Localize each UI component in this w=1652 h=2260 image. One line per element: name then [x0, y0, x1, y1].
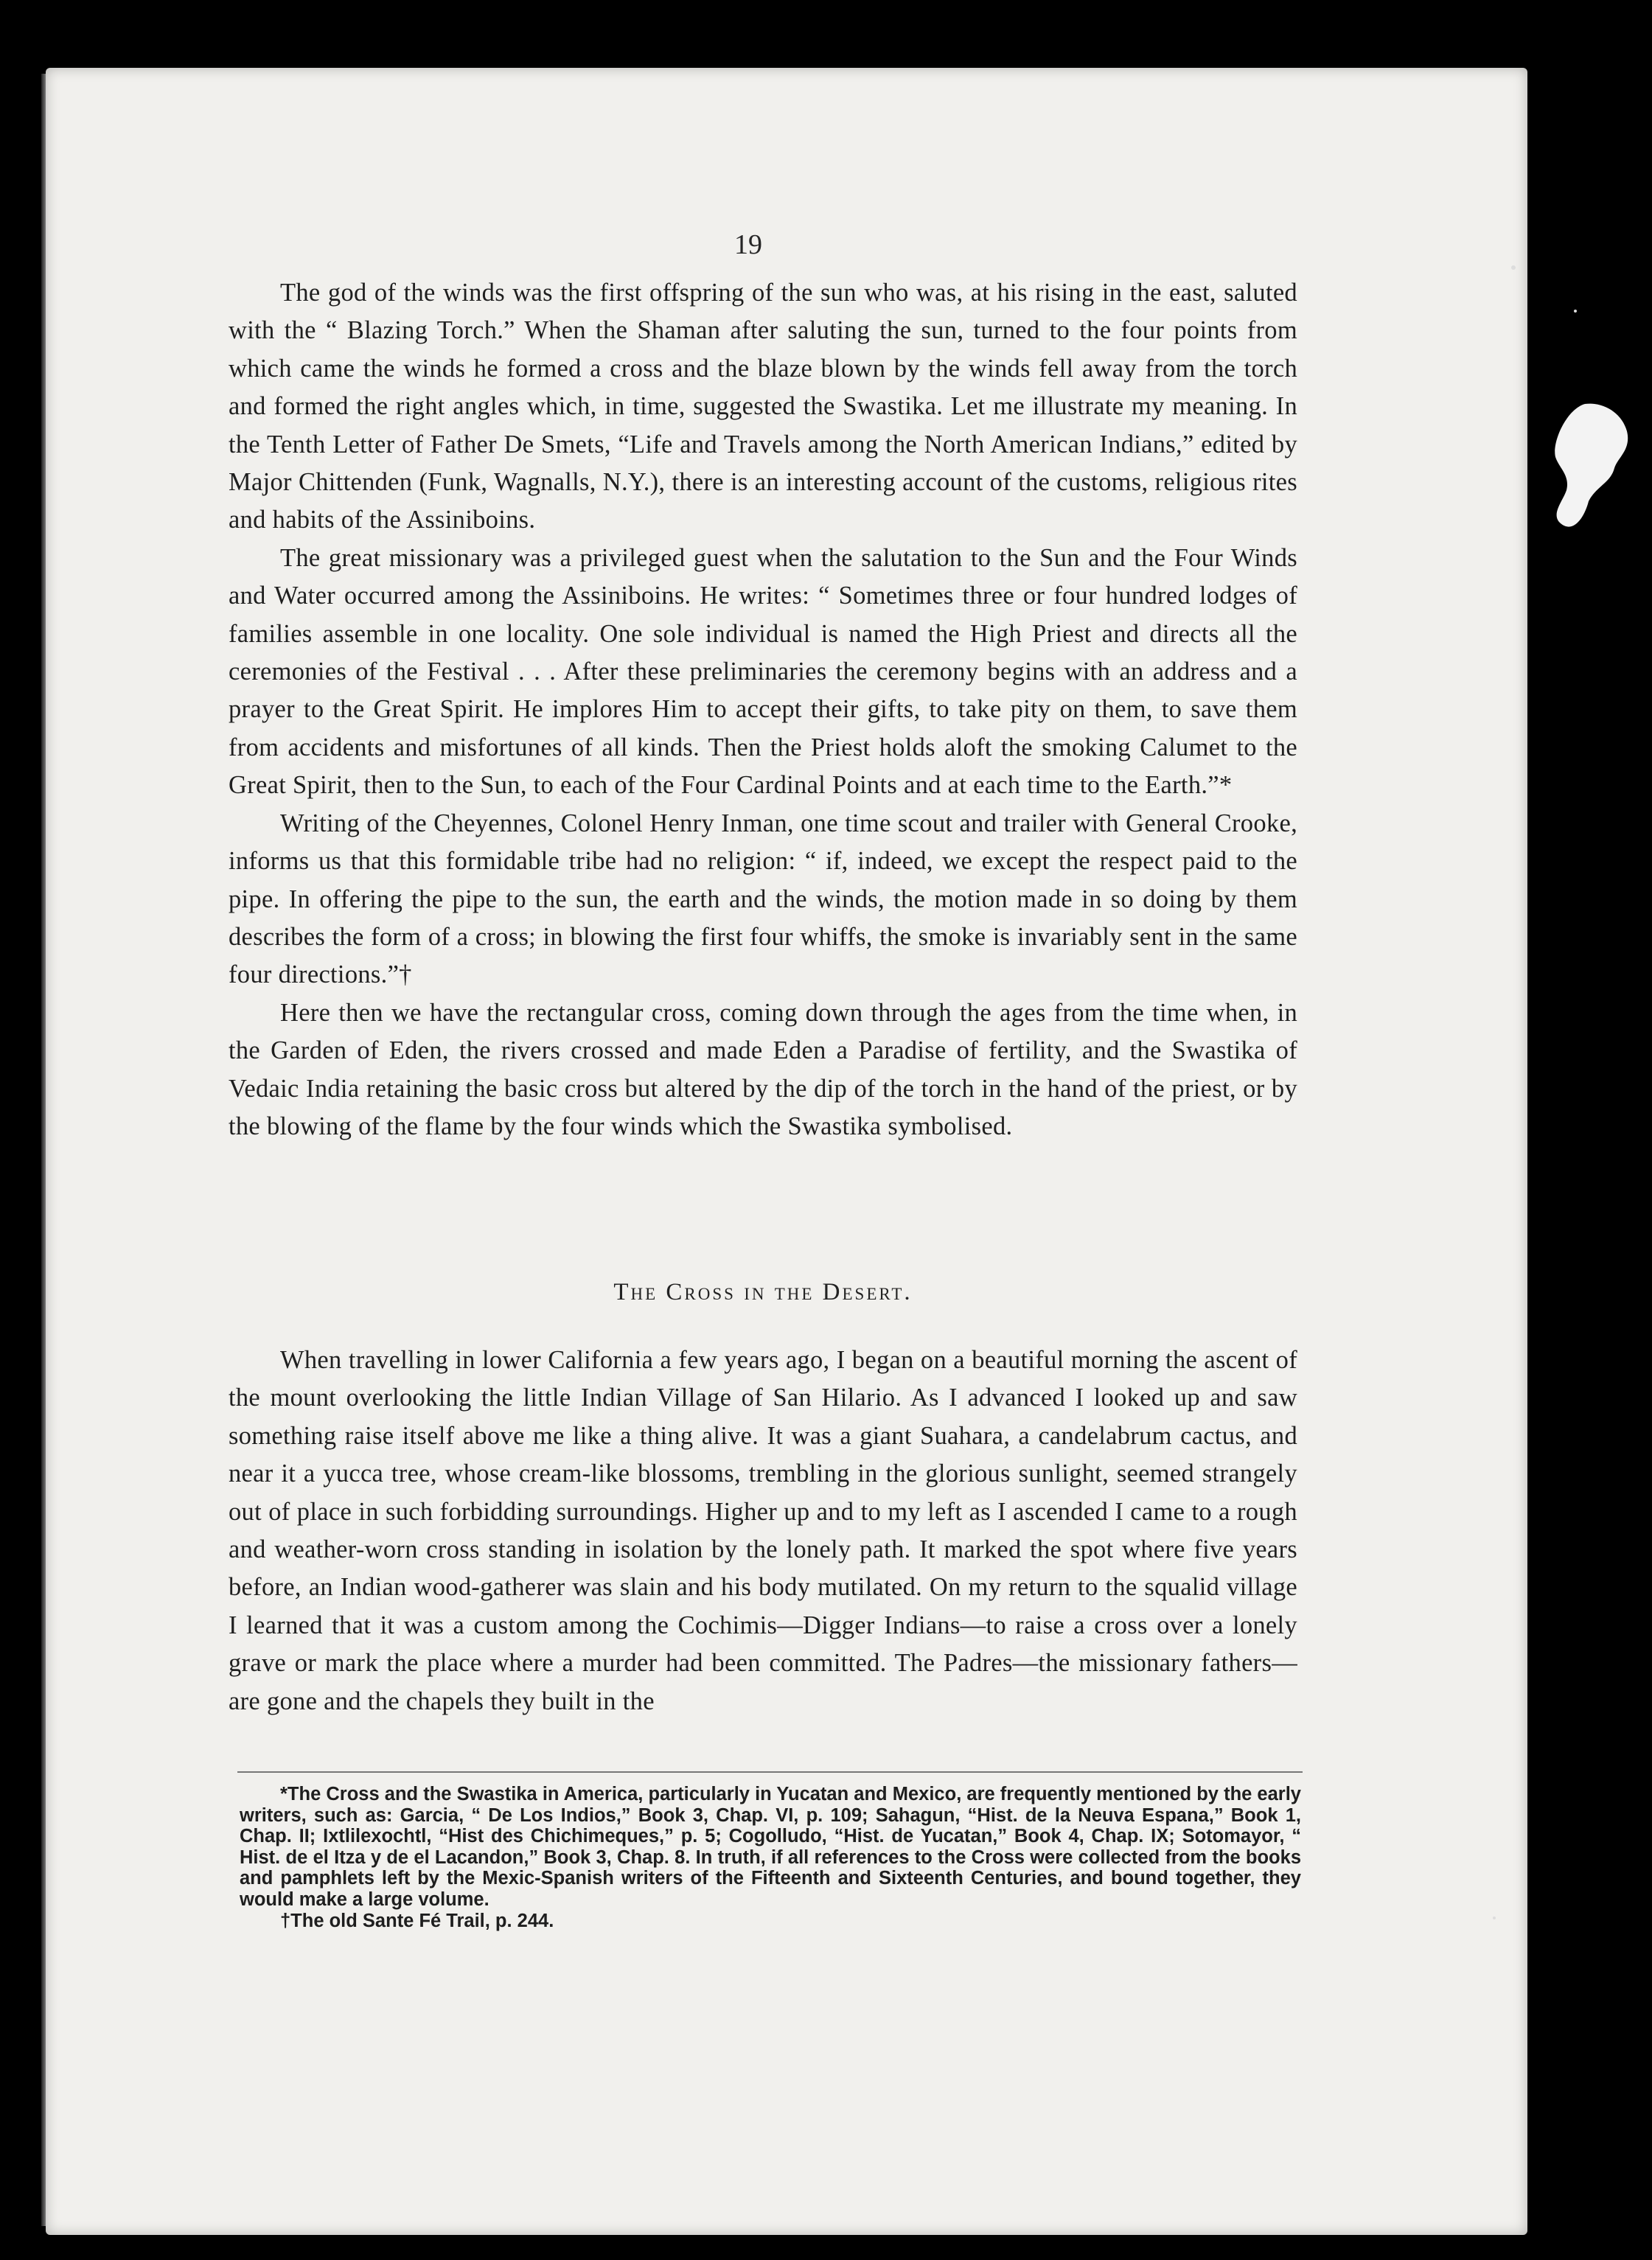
footnote: *The Cross and the Swastika in America, particularly in Yucatan and Mexico, are frequently mentioned by the early writers, such as: Garcia, “ De Los Indios,” Book 3, Chap. VI, p. 109; Sahagun, “Hist. de la Neuva Espana,” Book 1, Chap. II; Ixtlilexochtl, “Hist des Chichimeques,” p. 5; Cogolludo, “Hist. de Yucatan,” Book 4, Chap. IX; Sotomayor, “ Hist. de el Itza y de el Lacandon,” Book 3, Chap. 8. In truth, if all references to the Cross were collected from the books and pamphlets left by the Mexic-Spanish writers of the Fifteenth and Sixteenth Centuries, and bound together, they would make a large volume.: [240, 1784, 1301, 1910]
paragraph: Here then we have the rectangular cross, coming down through the ages from the time when, in the Garden of Eden, the rivers crossed and made Eden a Paradise of fertility, and the Swastika of Vedaic India retaining the basic cross but altered by the dip of the torch in the hand of the priest, or by the blowing of the flame by the four winds which the Swastika symbolised.: [229, 998, 1297, 1140]
section-heading: The Cross in the Desert.: [613, 1279, 913, 1305]
paper-blot-mark: [1544, 398, 1633, 538]
footnote: †The old Sante Fé Trail, p. 244.: [280, 1910, 554, 1931]
page-number: 19: [734, 229, 762, 260]
dust-speck: [1493, 1917, 1496, 1919]
paragraph: When travelling in lower California a few years ago, I began on a beautiful morning the ascent of the mount overlooking the little Indian Village of San Hilario. As I advanced I looked up and saw something raise itself above me like a thing alive. It was a giant Suahara, a candelabrum cactus, and near it a yucca tree, whose cream-like blossoms, trembling in the glorious sunlight, seemed strangely out of place in such forbidding surroundings. Higher up and to my left as I ascended I came to a rough and weather-worn cross standing in isolation by the lonely path. It marked the spot where five years before, an Indian wood-gatherer was slain and his body mutilated. On my return to the squalid village I learned that it was a custom among the Cochimis—Digger Indians—to raise a cross over a lonely grave or mark the place where a murder had been committed. The Padres—the missionary fathers—are gone and the chapels they built in the: [229, 1346, 1297, 1715]
dust-speck: [1574, 310, 1577, 313]
footnotes: [240, 1784, 1301, 1931]
footnote-divider: [237, 1771, 1303, 1773]
dust-speck: [1511, 265, 1516, 270]
section-text: [229, 1342, 1297, 1720]
paragraph: The great missionary was a privileged guest when the salutation to the Sun and the Four Winds and Water occurred among the Assiniboins. He writes: “ Sometimes three or four hundred lodges of families assemble in one locality. One sole individual is named the High Priest and directs all the ceremonies of the Festival . . . After these preliminaries the ceremony begins with an address and a prayer to the Great Spirit. He implores Him to accept their gifts, to take pity on them, to save them from accidents and misfortunes of all kinds. Then the Priest holds aloft the smoking Calumet to the Great Spirit, then to the Sun, to each of the Four Cardinal Points and at each time to the Earth.”*: [229, 543, 1297, 800]
paragraph: The god of the winds was the first offspring of the sun who was, at his rising in the east, saluted with the “ Blazing Torch.” When the Shaman after saluting the sun, turned to the four points from which came the winds he formed a cross and the blaze blown by the winds fell away from the torch and formed the right angles which, in time, suggested the Swastika. Let me illustrate my meaning. In the Tenth Letter of Father De Smets, “Life and Travels among the North American Indians,” edited by Major Chittenden (Funk, Wagnalls, N.Y.), there is an interesting account of the customs, religious rites and habits of the Assiniboins.: [229, 279, 1297, 534]
main-text: [229, 274, 1297, 1145]
paragraph: Writing of the Cheyennes, Colonel Henry Inman, one time scout and trailer with General Crooke, informs us that this formidable tribe had no religion: “ if, indeed, we except the respect paid to the pipe. In offering the pipe to the sun, the earth and the winds, the motion made in so doing by them describes the form of a cross; in blowing the first four whiffs, the smoke is invariably sent in the same four directions.”†: [229, 809, 1297, 989]
